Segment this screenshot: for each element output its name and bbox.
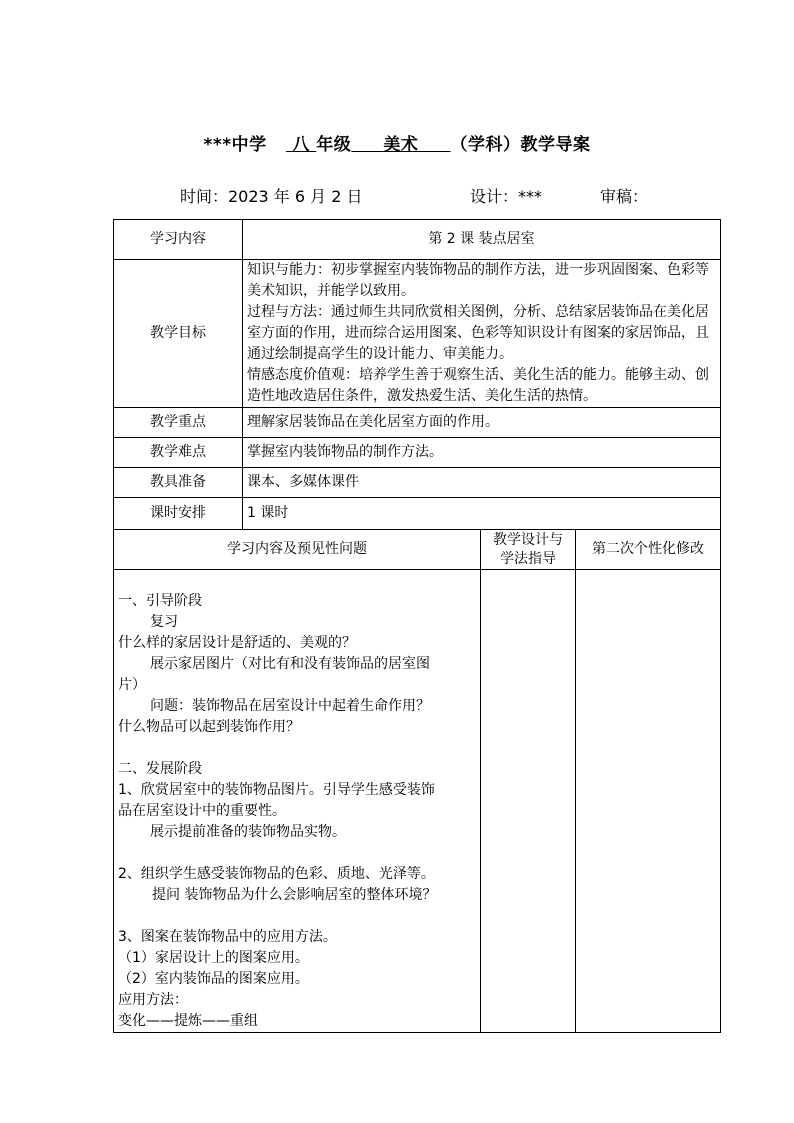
lesson-plan-table [113, 219, 721, 1033]
item-3-text: 3、图案在装饰物品中的应用方法。 [118, 929, 337, 945]
revision-cell [576, 570, 721, 1033]
hours-label: 课时安排 [114, 498, 243, 530]
stage-2-heading: 二、发展阶段 [118, 761, 202, 777]
grade-suffix: 年级 [316, 135, 352, 155]
show-1-line-a: 展示家居图片（对比有和没有装饰品的居室图 [150, 656, 430, 672]
review-text: 复习 [150, 614, 178, 630]
row-content [114, 220, 721, 260]
school-name: ***中学 [203, 135, 267, 155]
objective-attitude: 情感态度价值观：培养学生善于观察生活、美化生活的能力。能够主动、创造性地改造居住条件，激发热爱生活、美化生活的热情。 [247, 367, 709, 404]
tools-label: 教具准备 [114, 468, 243, 498]
row-objectives [114, 260, 721, 408]
lesson-content-cell [114, 570, 481, 1033]
title-suffix: （学科）教学导案 [450, 135, 591, 155]
sub-item-1: （1）家居设计上的图案应用。 [118, 950, 309, 966]
focus-value: 理解家居装饰品在美化居室方面的作用。 [243, 408, 721, 438]
row-body [114, 570, 721, 1033]
objective-knowledge: 知识与能力：初步掌握室内装饰物品的制作方法，进一步巩固图案、色彩等美术知识，并能学以致用。 [247, 262, 709, 299]
show-2-text: 展示提前准备的装饰物品实物。 [150, 824, 346, 840]
question-1: 什么样的家居设计是舒适的、美观的？ [118, 635, 356, 651]
question-2-line-b: 什么物品可以起到装饰作用？ [118, 719, 300, 735]
column-header-content: 学习内容及预见性问题 [114, 530, 481, 570]
question-2-line-a: 问题：装饰物品在居室设计中起着生命作用？ [150, 698, 430, 714]
sub-item-2: （2）室内装饰品的图案应用。 [118, 971, 309, 987]
focus-label: 教学重点 [114, 408, 243, 438]
stage-1-heading: 一、引导阶段 [118, 593, 202, 609]
difficulty-value: 掌握室内装饰物品的制作方法。 [243, 438, 721, 468]
difficulty-label: 教学难点 [114, 438, 243, 468]
tools-value: 课本、多媒体课件 [243, 468, 721, 498]
row-difficulty [114, 438, 721, 468]
objectives-label: 教学目标 [114, 260, 243, 408]
column-header-revision: 第二次个性化修改 [576, 530, 721, 570]
show-1-line-b: 片） [118, 677, 146, 693]
method-label: 应用方法： [118, 992, 188, 1008]
column-header-design: 教学设计与 学法指导 [481, 530, 576, 570]
item-2-text: 2、组织学生感受装饰物品的色彩、质地、光泽等。 [118, 866, 435, 882]
row-tools [114, 468, 721, 498]
row-focus [114, 408, 721, 438]
method-text: 变化——提炼——重组 [118, 1013, 258, 1029]
hours-value: 1 课时 [243, 498, 721, 530]
row-hours [114, 498, 721, 530]
subject-value: 美术 [383, 135, 419, 155]
document-title [0, 130, 794, 155]
content-value: 第 2 课 装点居室 [243, 220, 721, 260]
item-1-line-a: 1、欣赏居室中的装饰物品图片。引导学生感受装饰 [118, 782, 435, 798]
date-line: 时间：2023 年 6 月 2 日 [180, 187, 363, 206]
grade-value: 八 [292, 135, 310, 155]
row-column-headers [114, 530, 721, 570]
reviewer-line: 审稿： [600, 187, 649, 206]
content-label: 学习内容 [114, 220, 243, 260]
ask-text: 提问 装饰物品为什么会影响居室的整体环境？ [152, 887, 437, 903]
objective-process: 过程与方法：通过师生共同欣赏相关图例，分析、总结家居装饰品在美化居室方面的作用，进而综合运用图案、色彩等知识设计有图案的家居饰品，且通过绘制提高学生的设计能力、审美能力。 [247, 304, 709, 362]
design-guidance-cell [481, 570, 576, 1033]
item-1-line-b: 品在居室设计中的重要性。 [118, 803, 286, 819]
designer-line: 设计：*** [470, 187, 543, 206]
objectives-cell [243, 260, 721, 408]
